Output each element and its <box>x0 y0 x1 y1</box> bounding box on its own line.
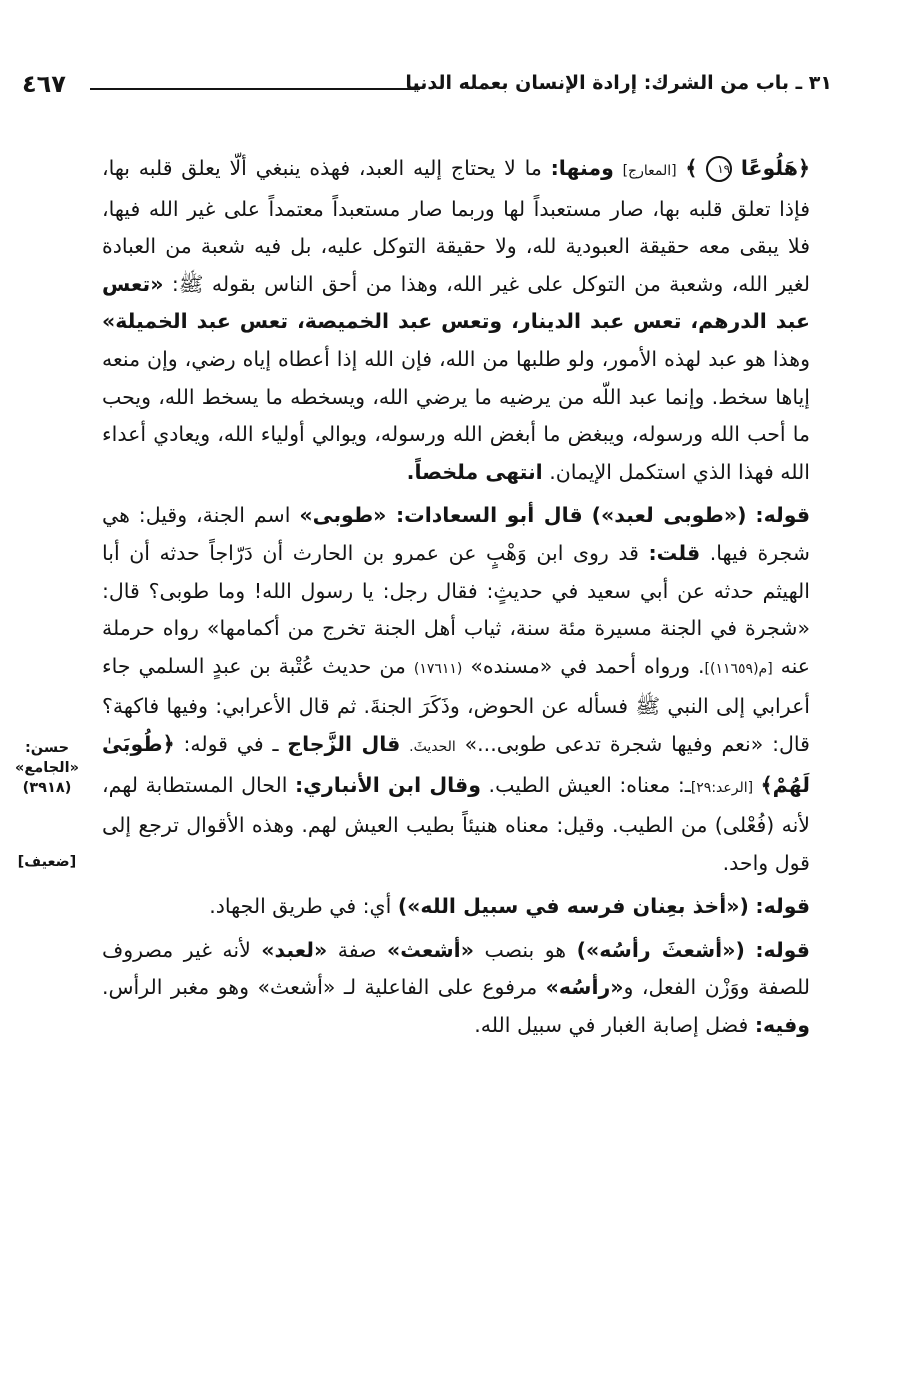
body-text: ـ في قوله: <box>183 731 279 756</box>
qawluh-label: قوله: <box>755 937 810 962</box>
margin-note-line: [ضعيف] <box>17 854 77 870</box>
body-text: ما لا يحتاج إليه العبد، فهذه ينبغي ألّا يعلق قلبه بها، فإذا تعلق قلبه بها، صار مستعبداً لها وربما صار مستعبداً معتمداً على غير الله فيها، فلا يبقى معه حقيقة العبودية لله، ولا حقيقة التوكل عليه، بل فيه شعبة من العبادة لغير الله، وشعبة من التوكل على غير الله، وهذا من أحق الناس بقوله ﷺ: <box>102 156 810 296</box>
quoted-word: «رأسُه» <box>545 975 624 1000</box>
body-text: . ورواه أحمد في «مسنده» <box>470 653 705 678</box>
scholar-name: قال الزَّجاج <box>287 731 401 756</box>
hadith-phrase: («طوبى لعبد») <box>591 503 747 528</box>
qult-label: قلت: <box>648 540 701 565</box>
lead-word: ومنها: <box>550 156 614 180</box>
margin-note-line: (٣٩١٨) <box>22 780 72 796</box>
margin-note-line: حسن: <box>24 740 70 756</box>
quoted-word: «لعبد» <box>261 937 328 962</box>
main-text <box>102 150 810 1049</box>
verse-reference: [الرعد:٢٩] <box>690 779 754 796</box>
verse-number: ١٩ <box>706 156 732 182</box>
reference: (١٧٦١١) <box>413 660 463 677</box>
fihi-label: وفيه: <box>754 1013 810 1038</box>
body-text: اسم الجنة، وقيل: هي شجرة فيها. <box>102 503 810 565</box>
hadith-phrase: («أشعثَ رأسُه») <box>576 937 745 962</box>
scholar-quote: قال أبو السعادات: «طوبى» <box>299 503 583 528</box>
hadith-end: الحديثَ. <box>409 738 456 755</box>
quran-verse: ﴿هَلُوعًا <box>740 156 810 180</box>
margin-note-daif <box>8 852 86 872</box>
header-rule <box>90 88 420 90</box>
scholar-name: وقال ابن الأنباري: <box>294 772 481 797</box>
paragraph-4 <box>102 932 810 1045</box>
page-header <box>22 68 832 108</box>
body-text: أي: في طريق الجهاد. <box>209 894 392 919</box>
verse-reference: [المعارج] <box>622 163 677 179</box>
hadith-phrase: («أخذ بعِنان فرسه في سبيل الله») <box>397 894 749 919</box>
paragraph-3 <box>102 888 810 926</box>
end-note: انتهى ملخصاً. <box>406 459 543 484</box>
margin-note-line: «الجامع» <box>15 760 79 776</box>
body-text: الحال المستطابة لهم، لأنه (فُعْلى) من الطيب. وقيل: معناه هنيئاً بطيب العيش لهم. وهذه الأقوال ترجع إلى قول واحد. <box>102 772 810 875</box>
qawluh-label: قوله: <box>755 894 810 919</box>
body-text: مرفوع على الفاعلية لـ «أشعث» وهو مغبر الرأس. <box>102 975 538 1000</box>
quran-verse-close: ﴾ <box>685 156 698 180</box>
paragraph-2 <box>102 497 810 882</box>
page-number: ٤٦٧ <box>22 70 66 98</box>
body-text: صفة <box>337 937 377 962</box>
body-text: هو بنصب <box>484 937 567 962</box>
quran-verse: ﴿طُوبَىٰ لَهُمْ﴾ <box>102 731 810 797</box>
quoted-word: «أشعث» <box>387 937 474 962</box>
body-text: فضل إصابة الغبار في سبيل الله. <box>474 1013 749 1038</box>
body-text: من حديث عُتْبة بن عبدٍ السلمي جاء أعرابي إلى النبي ﷺ فسأله عن الحوض، وذَكَرَ الجنةَ. ثم قال الأعرابي: وفيها فاكهة؟ قال: «نعم وفيها شجرة تدعى طوبى...» <box>102 653 810 756</box>
body-text: وهذا هو عبد لهذه الأمور، ولو طلبها من الله، فإن الله إذا أعطاه إياه رضي، وإن منعه إياها سخط. وإنما عبد اللّه من يرضيه ما يرضي الله، ويسخطه ما يسخط الله، ويحب ما أحب الله ورسوله، ويبغض ما أبغض الله ورسوله، ويوالي أولياء الله، ويعادي أعداء الله فهذا الذي استكمل الإيمان. <box>102 346 810 484</box>
hadith-quote: «تعس عبد الدرهم، تعس عبد الدينار، وتعس عبد الخميصة، تعس عبد الخميلة» <box>102 271 810 334</box>
body-text: ـ: معناه: العيش الطيب. <box>488 772 691 797</box>
body-text: قد روى ابن وَهْبٍ عن عمرو بن الحارث أن دَرّاجاً حدثه أن أبا الهيثم حدثه عن أبي سعيد في حديثٍ: فقال رجل: يا رسول الله! وما طوبى؟ قال: «شجرة في الجنة مسيرة مئة سنة، ثياب أهل الجنة تخرج من أكمامها» رواه حرملة عنه <box>102 540 810 678</box>
qawluh-label: قوله: <box>755 503 810 528</box>
reference: [م(١١٦٥٩)] <box>704 660 773 677</box>
paragraph-1 <box>102 150 810 491</box>
margin-note-hasan <box>8 738 86 798</box>
body-text: لأنه غير مصروف للصفة ووَزْن الفعل، و <box>102 937 810 1000</box>
running-head: ٣١ ـ باب من الشرك: إرادة الإنسان بعمله الدنيا <box>405 72 832 94</box>
